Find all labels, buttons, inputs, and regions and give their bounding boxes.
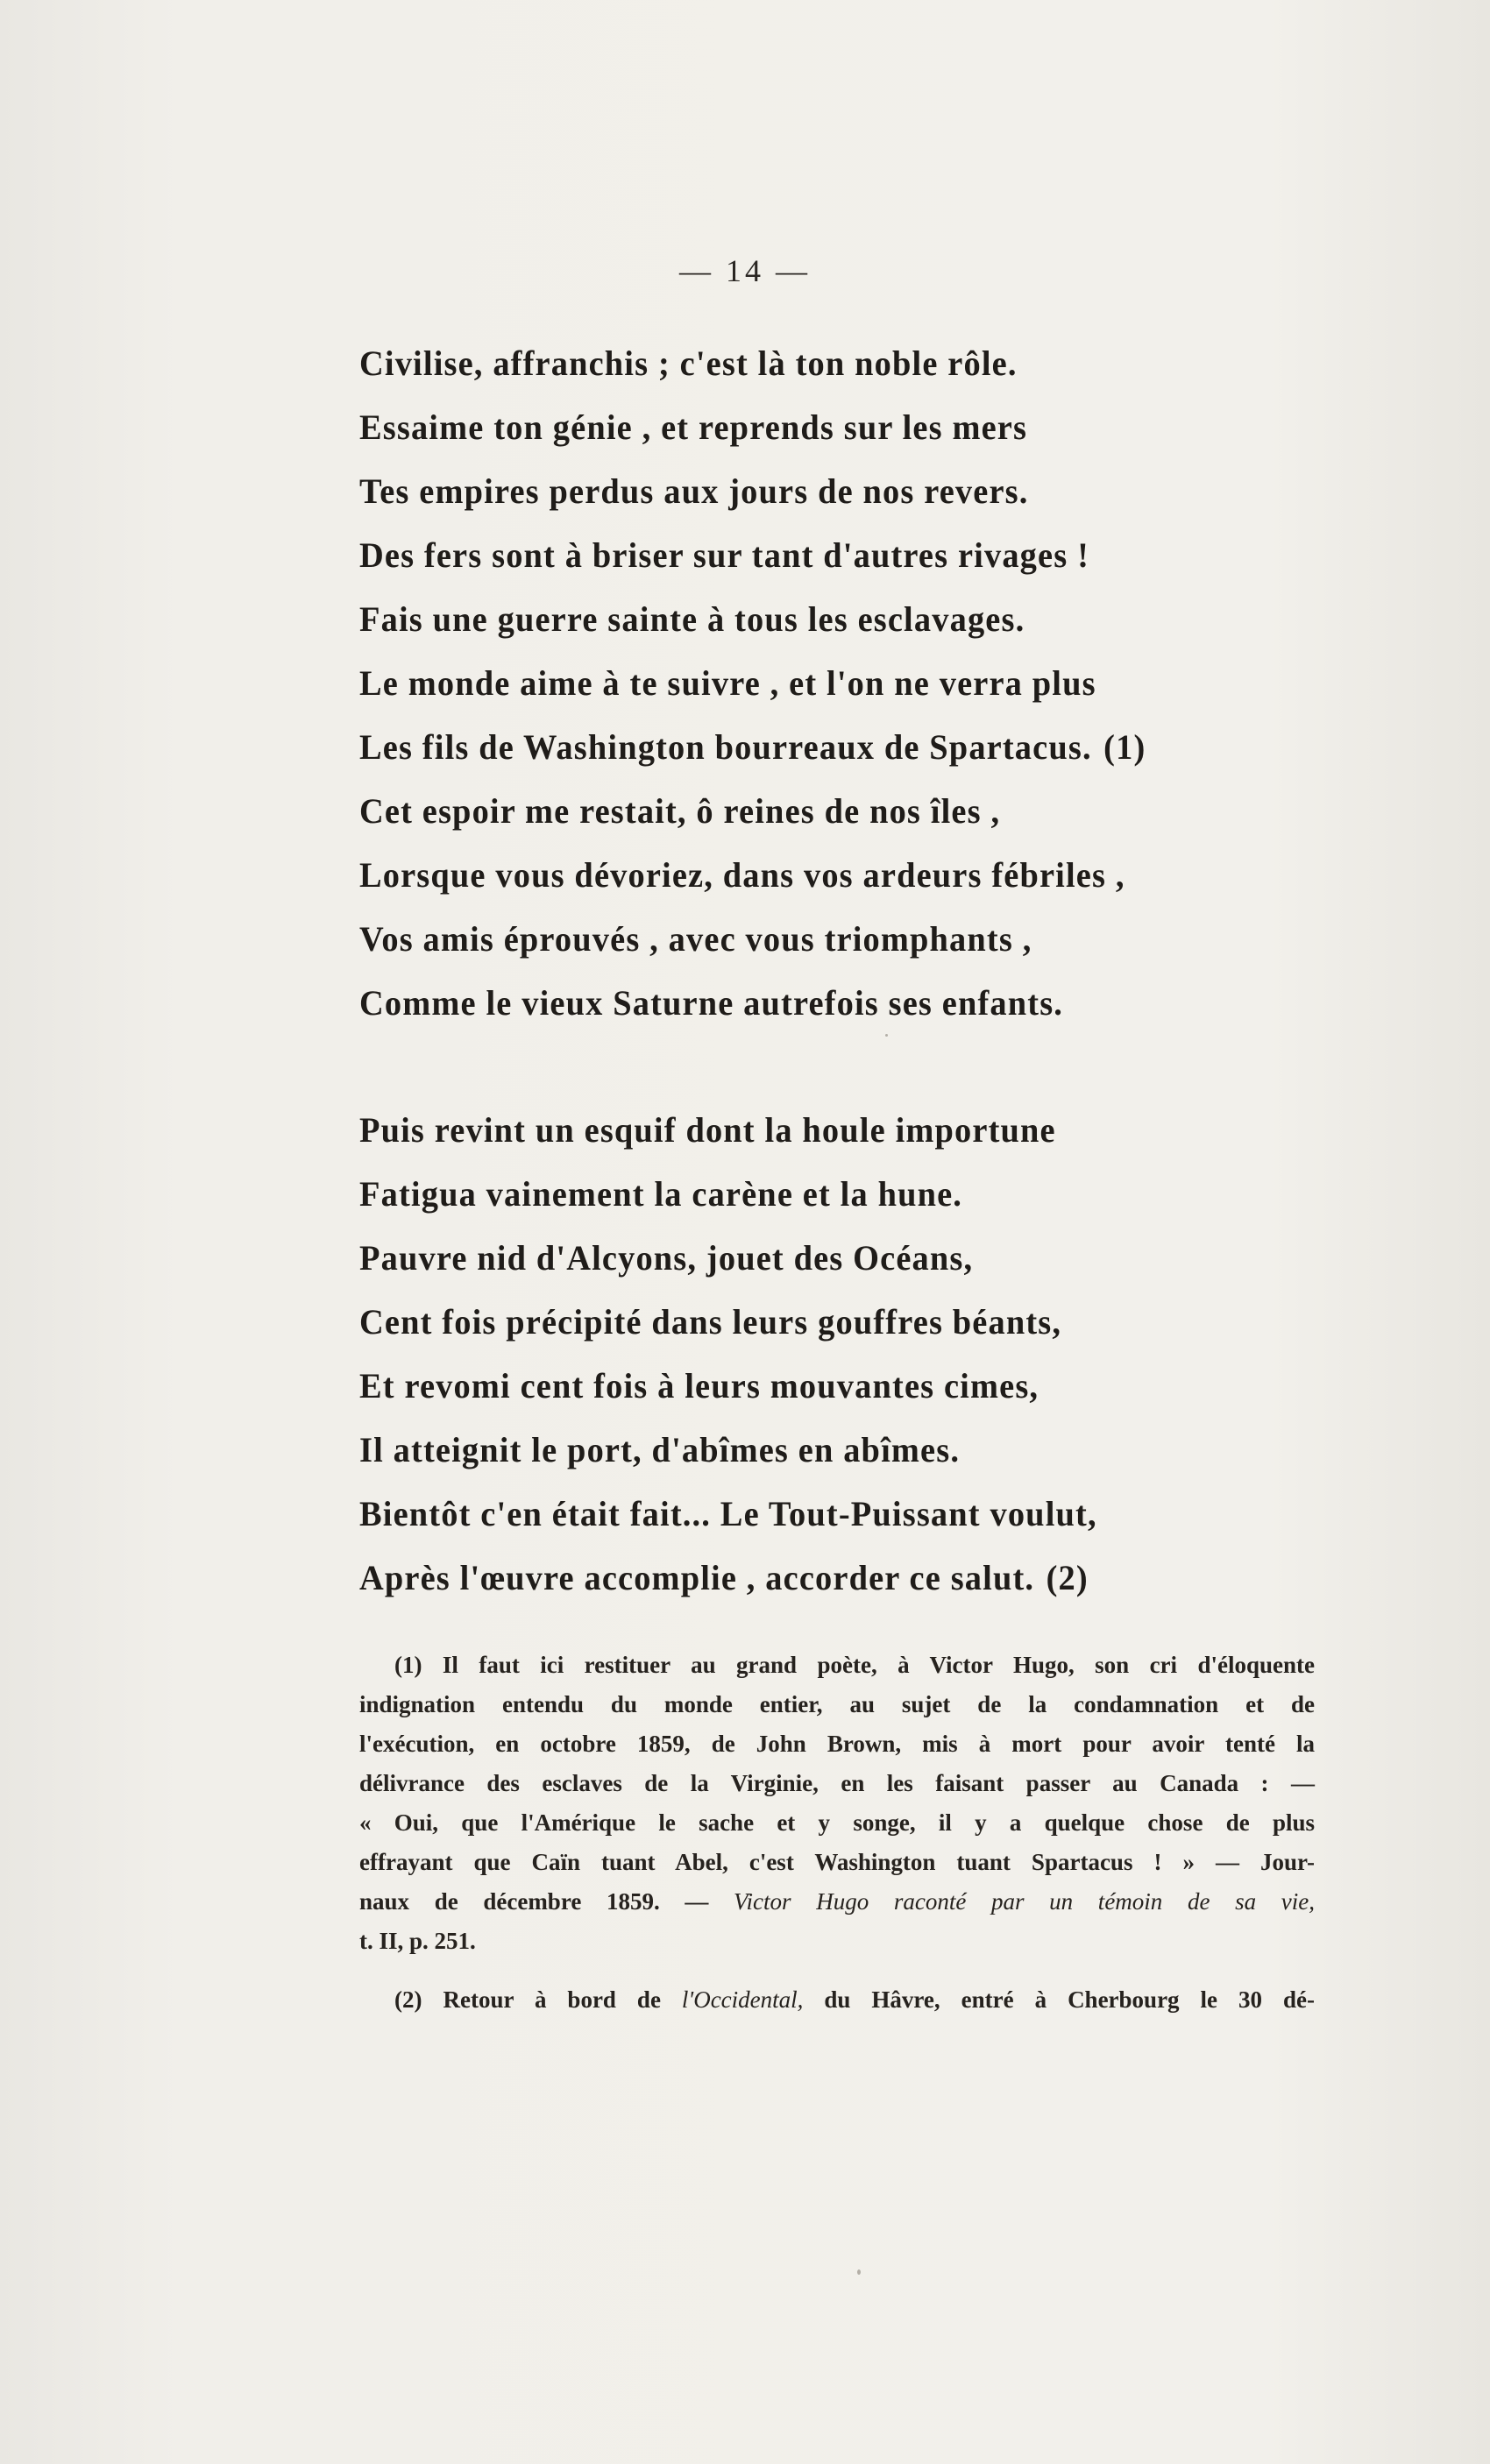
verse-line-with-note [359,715,1285,779]
verse-line: Le monde aime à te suivre , et l'on ne verra plus [359,663,1096,703]
page-number: — 14 — [679,253,811,288]
verse-line: Fatigua vainement la carène et la hune. [359,1174,963,1214]
verse-line-with-note [359,1546,1285,1610]
footnote-line: délivrance des esclaves de la Virginie, en les faisant passer au Canada : — [359,1770,1315,1796]
verse-line: Vos amis éprouvés , avec vous triomphants , [359,919,1032,959]
footnote-text: naux de décembre 1859. — [359,1888,734,1915]
footnote-line: t. II, p. 251. [359,1928,476,1954]
footnote-1 [359,1646,1315,1961]
verse-line: Tes empires perdus aux jours de nos revers. [359,471,1029,511]
footnote-line: indignation entendu du monde entier, au sujet de la condamnation et de [359,1691,1315,1717]
verse-text: Les fils de Washington bourreaux de Spartacus. [359,727,1092,767]
verse-line: Cet espoir me restait, ô reines de nos îles , [359,791,1001,831]
ship-name: l'Occidental, [681,1986,804,2013]
verse-line: Civilise, affranchis ; c'est là ton noble rôle. [359,343,1018,383]
verse-line: Cent fois précipité dans leurs gouffres béants, [359,1302,1062,1342]
paper-speck [857,2269,861,2275]
footnote-text: du Hâvre, entré à Cherbourg le 30 dé- [803,1986,1315,2013]
verse-line: Puis revint un esquif dont la houle importune [359,1110,1056,1150]
footnote-text: (2) Retour à bord de [394,1986,682,2013]
paper-speck [885,1034,888,1037]
verse-line: Pauvre nid d'Alcyons, jouet des Océans, [359,1238,974,1278]
verse-line: Bientôt c'en était fait... Le Tout-Puissant voulut, [359,1494,1097,1533]
verse-line: Lorsque vous dévoriez, dans vos ardeurs fébriles , [359,855,1125,895]
book-title-reference: Victor Hugo raconté par un témoin de sa vie, [734,1888,1315,1915]
stanza-2 [359,1098,1323,1610]
verse-line: Et revomi cent fois à leurs mouvantes cimes, [359,1366,1039,1405]
footnote-line [359,1980,1315,2020]
verse-line: Fais une guerre sainte à tous les esclavages. [359,599,1025,639]
verse-line: Comme le vieux Saturne autrefois ses enfants. [359,983,1064,1023]
footnote-ref-1: (1) [1103,727,1146,767]
verse-line: Il atteignit le port, d'abîmes en abîmes. [359,1430,961,1469]
verse-line: Essaime ton génie , et reprends sur les mers [359,407,1028,447]
footnote-2 [359,1980,1315,2020]
footnote-line: l'exécution, en octobre 1859, de John Brown, mis à mort pour avoir tenté la [359,1731,1315,1757]
verse-line: Des fers sont à briser sur tant d'autres rivages ! [359,535,1090,575]
verse-text: Après l'œuvre accomplie , accorder ce salut. [359,1558,1035,1597]
stanza-1 [359,331,1323,1035]
footnote-line: (1) Il faut ici restituer au grand poète, à Victor Hugo, son cri d'éloquente [394,1652,1315,1678]
footnote-ref-2: (2) [1046,1558,1089,1597]
footnote-line: effrayant que Caïn tuant Abel, c'est Washington tuant Spartacus ! » — Jour- [359,1849,1315,1875]
footnote-line: « Oui, que l'Amérique le sache et y songe, il y a quelque chose de plus [359,1809,1315,1836]
footnote-line [359,1882,1315,1922]
footnotes [359,1646,1315,2020]
